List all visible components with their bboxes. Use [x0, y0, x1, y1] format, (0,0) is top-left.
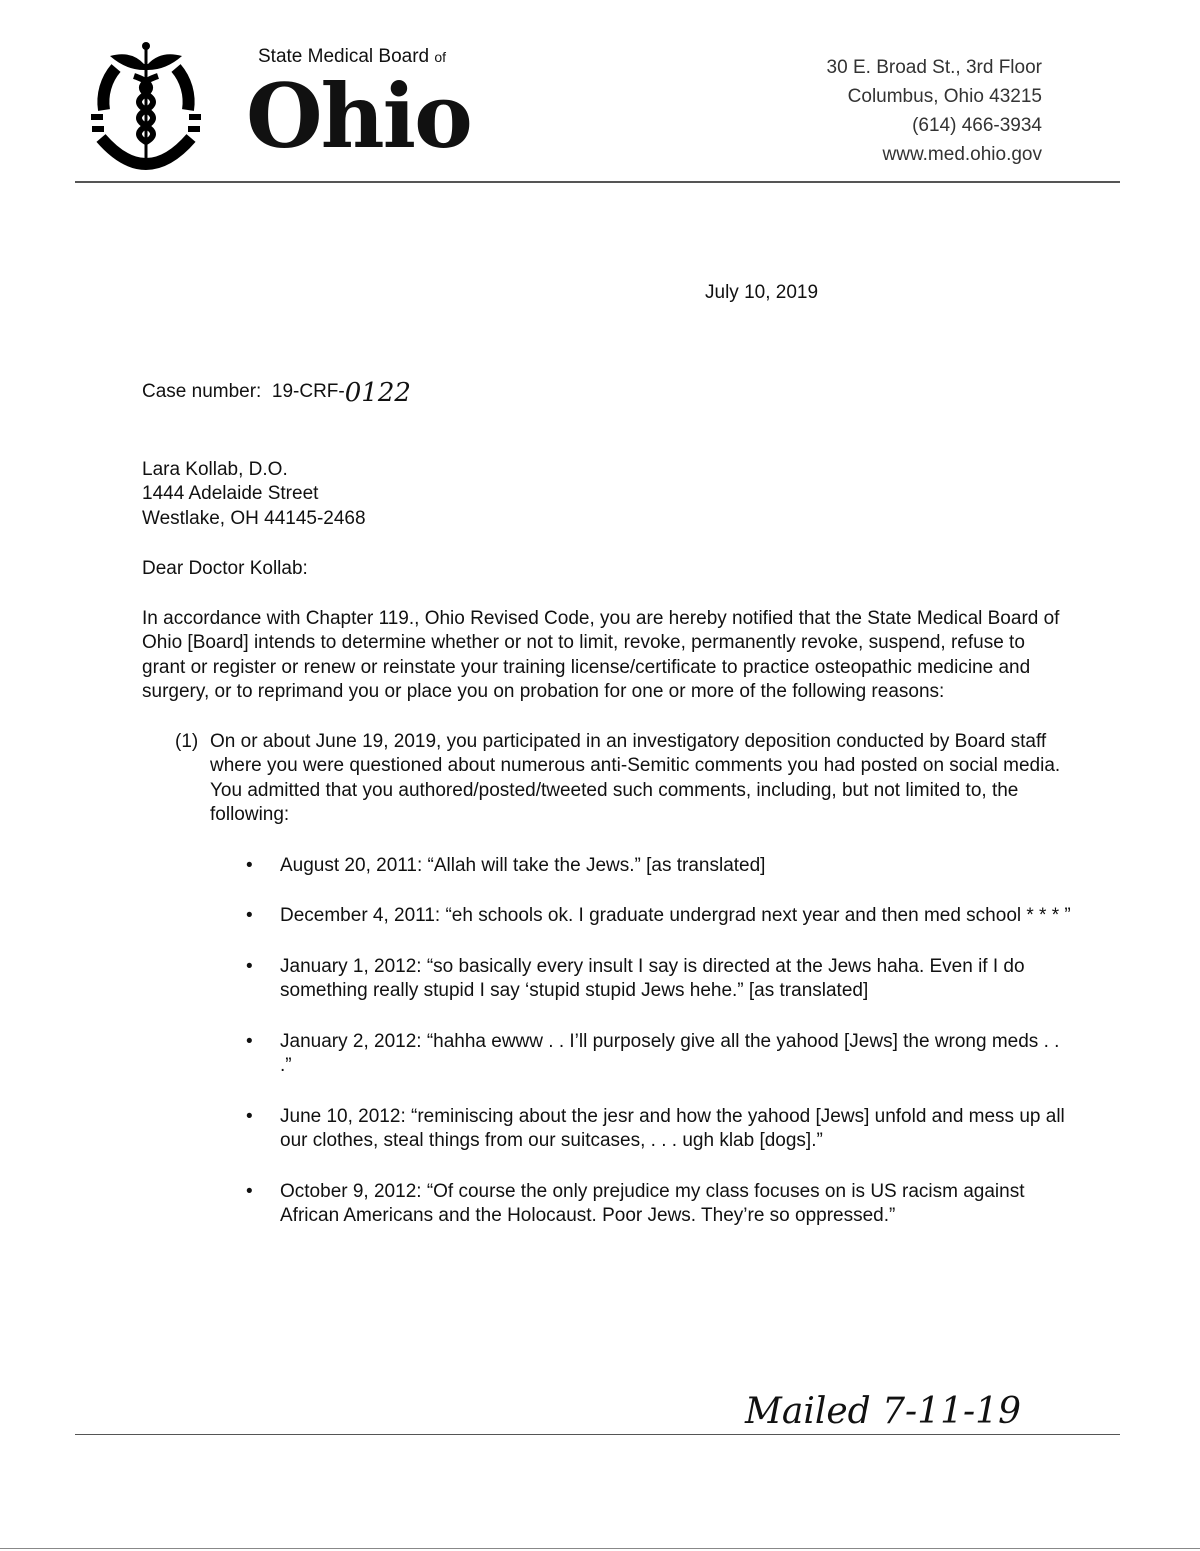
salutation: Dear Doctor Kollab:	[142, 558, 308, 579]
letter-date: July 10, 2019	[705, 282, 819, 303]
intro-paragraph: In accordance with Chapter 119., Ohio Revised Code, you are hereby notified that the State Medical Board of Ohio [Board] intends to determine whether or not to limit, revoke, permanently revoke, suspend, refuse to grant or register or renew or reinstate your training license/certificate to practice osteopathic medicine and surgery, or to reprimand you or place you on probation for one or more of the following reasons:	[142, 607, 1060, 702]
bullet-icon: •	[246, 1105, 253, 1127]
letter-body	[142, 377, 1072, 1229]
case-handwritten-number: 0122	[344, 377, 411, 408]
list-item	[246, 1030, 1072, 1079]
item-text: On or about June 19, 2019, you participated in an investigatory deposition conducted by Board staff where you were questioned about numerous anti-Semitic comments you had posted on social media. You admitted that you authored/posted/tweeted such comments, including, but not limited to, the following:	[210, 730, 1061, 825]
bullet-icon: •	[246, 905, 253, 926]
bullet-icon: •	[246, 854, 253, 876]
list-item	[246, 955, 1072, 1004]
recipient-street: 1444 Adelaide Street	[142, 483, 319, 504]
bullet-text: January 2, 2012: “hahha ewww . . I’ll purposely give all the yahood [Jews] the wrong meds . . .”	[280, 1030, 1060, 1076]
address-phone: (614) 466-3934	[912, 115, 1042, 136]
list-item	[246, 1105, 1072, 1154]
board-name-text: State Medical Board	[258, 46, 430, 67]
item-number: (1)	[175, 730, 199, 752]
list-item	[246, 854, 1072, 879]
header-divider	[75, 181, 1120, 183]
case-number	[142, 377, 1072, 408]
recipient-name: Lara Kollab, D.O.	[142, 458, 288, 480]
bullet-text: August 20, 2011: “Allah will take the Jews.” [as translated]	[280, 854, 766, 876]
address-website: www.med.ohio.gov	[882, 144, 1042, 165]
page-edge-line	[0, 1548, 1200, 1549]
bullet-text: October 9, 2012: “Of course the only prejudice my class focuses on is US racism against African Americans and the Holocaust. Poor Jews. They’re so oppressed.”	[280, 1180, 1025, 1226]
list-item	[246, 904, 1072, 929]
recipient-city: Westlake, OH 44145-2468	[142, 507, 366, 529]
case-label: Case number:	[142, 381, 262, 402]
bullet-icon: •	[246, 1030, 253, 1052]
address-city: Columbus, Ohio 43215	[847, 86, 1042, 107]
case-prefix: 19-CRF-	[271, 381, 345, 402]
bullet-text: December 4, 2011: “eh schools ok. I graduate undergrad next year and then med school * * * ”	[280, 905, 1071, 926]
caduceus-logo-icon	[86, 40, 206, 170]
bullet-icon: •	[246, 955, 253, 977]
bullet-text: January 1, 2012: “so basically every insult I say is directed at the Jews haha. Even if I do something really stupid I say ‘stupid stupid Jews hehe.” [as translated]	[280, 955, 1025, 1001]
board-of-text: of	[434, 49, 447, 65]
recipient-address	[142, 458, 1072, 532]
bullet-text: June 10, 2012: “reminiscing about the jesr and how the yahood [Jews] unfold and mess up all our clothes, steal things from our suitcases, . . . ugh klab [dogs].”	[280, 1105, 1065, 1151]
address-street: 30 E. Broad St., 3rd Floor	[826, 57, 1042, 78]
board-address	[827, 53, 1042, 169]
handwritten-mailed-note: Mailed 7-11-19	[745, 1391, 1021, 1432]
list-item	[246, 1180, 1072, 1229]
footer-divider	[75, 1434, 1120, 1435]
bullet-icon: •	[246, 1180, 253, 1202]
numbered-item-1	[175, 730, 1072, 828]
state-wordmark: Ohio	[246, 64, 471, 168]
